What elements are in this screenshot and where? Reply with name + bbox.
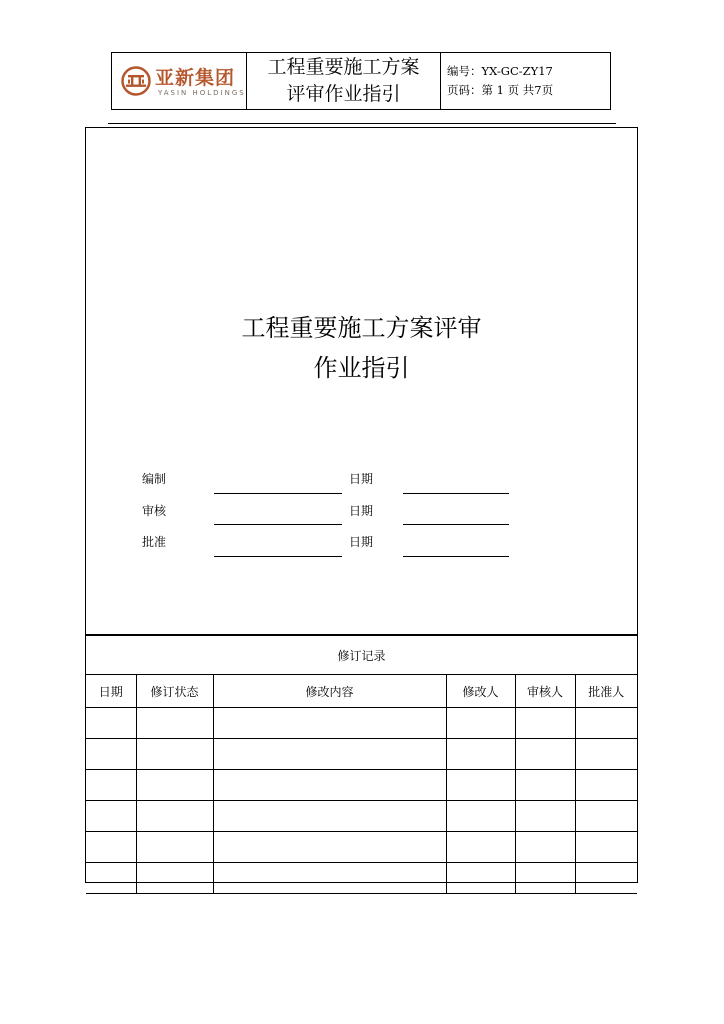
signoff-date-line-approved[interactable]: [403, 556, 509, 557]
header-divider: [108, 123, 616, 124]
revision-caption: 修订记录: [86, 636, 637, 675]
header-meta: [441, 53, 610, 109]
signoff-date-line-reviewed[interactable]: [403, 524, 509, 525]
cell-reviewer[interactable]: [515, 801, 575, 832]
logo-chinese-name: 亚新集团: [155, 67, 236, 89]
company-logo: [112, 53, 247, 109]
cell-reviewer[interactable]: [515, 739, 575, 770]
cell-modifier[interactable]: [446, 708, 515, 739]
cell-approver[interactable]: [575, 739, 637, 770]
signoff-role-approved: 批准: [142, 535, 167, 549]
table-row: [86, 801, 637, 832]
table-row: [86, 863, 637, 894]
cover-title: [86, 308, 637, 388]
cell-reviewer[interactable]: [515, 708, 575, 739]
cover-section: [86, 128, 637, 634]
cell-date[interactable]: [86, 863, 136, 894]
cover-title-line2: 作业指引: [313, 354, 410, 382]
table-row: [86, 708, 637, 739]
cell-approver[interactable]: [575, 832, 637, 863]
cell-content[interactable]: [213, 863, 446, 894]
cell-status[interactable]: [136, 863, 213, 894]
cell-date[interactable]: [86, 739, 136, 770]
page-number: 页码：第 1 页 共7页: [447, 83, 554, 97]
cell-status[interactable]: [136, 801, 213, 832]
cover-frame: [85, 127, 638, 883]
column-header-status: 修订状态: [136, 675, 213, 708]
signoff-date-label-reviewed: 日期: [349, 504, 374, 518]
document-header: [111, 52, 611, 110]
cell-reviewer[interactable]: [515, 832, 575, 863]
cell-approver[interactable]: [575, 770, 637, 801]
document-code: 编号：YX-GC-ZY17: [447, 64, 553, 78]
signoff-date-line-prepared[interactable]: [403, 493, 509, 494]
revision-table: [86, 636, 637, 894]
cell-reviewer[interactable]: [515, 863, 575, 894]
header-title: [247, 53, 441, 109]
header-title-line1: 工程重要施工方案: [267, 56, 420, 78]
cell-modifier[interactable]: [446, 801, 515, 832]
cell-status[interactable]: [136, 770, 213, 801]
signoff-date-label-approved: 日期: [349, 535, 374, 549]
header-title-line2: 评审作业指引: [286, 83, 401, 105]
yasin-logo-icon: [121, 66, 151, 96]
table-row: [86, 739, 637, 770]
cell-date[interactable]: [86, 801, 136, 832]
signoff-date-label-prepared: 日期: [349, 472, 374, 486]
cell-status[interactable]: [136, 739, 213, 770]
cell-date[interactable]: [86, 832, 136, 863]
cell-modifier[interactable]: [446, 863, 515, 894]
cell-modifier[interactable]: [446, 739, 515, 770]
cell-date[interactable]: [86, 770, 136, 801]
cell-date[interactable]: [86, 708, 136, 739]
signoff-role-prepared: 编制: [142, 472, 167, 486]
revision-header-row: [86, 675, 637, 708]
revision-record: [86, 634, 637, 882]
cell-reviewer[interactable]: [515, 770, 575, 801]
column-header-reviewer: 审核人: [515, 675, 575, 708]
cell-approver[interactable]: [575, 708, 637, 739]
signoff-role-reviewed: 审核: [142, 504, 167, 518]
cell-content[interactable]: [213, 739, 446, 770]
cell-content[interactable]: [213, 832, 446, 863]
cell-modifier[interactable]: [446, 832, 515, 863]
cell-content[interactable]: [213, 801, 446, 832]
logo-english-name: YASIN HOLDINGS: [158, 89, 246, 97]
column-header-approver: 批准人: [575, 675, 637, 708]
cell-status[interactable]: [136, 708, 213, 739]
signoff-line-prepared[interactable]: [214, 493, 342, 494]
cell-approver[interactable]: [575, 801, 637, 832]
signoff-line-approved[interactable]: [214, 556, 342, 557]
cell-approver[interactable]: [575, 863, 637, 894]
table-row: [86, 770, 637, 801]
table-row: [86, 832, 637, 863]
column-header-date: 日期: [86, 675, 136, 708]
column-header-content: 修改内容: [213, 675, 446, 708]
cell-content[interactable]: [213, 708, 446, 739]
cell-content[interactable]: [213, 770, 446, 801]
cell-modifier[interactable]: [446, 770, 515, 801]
column-header-modifier: 修改人: [446, 675, 515, 708]
cell-status[interactable]: [136, 832, 213, 863]
cover-title-line1: 工程重要施工方案评审: [241, 314, 482, 342]
signoff-line-reviewed[interactable]: [214, 524, 342, 525]
